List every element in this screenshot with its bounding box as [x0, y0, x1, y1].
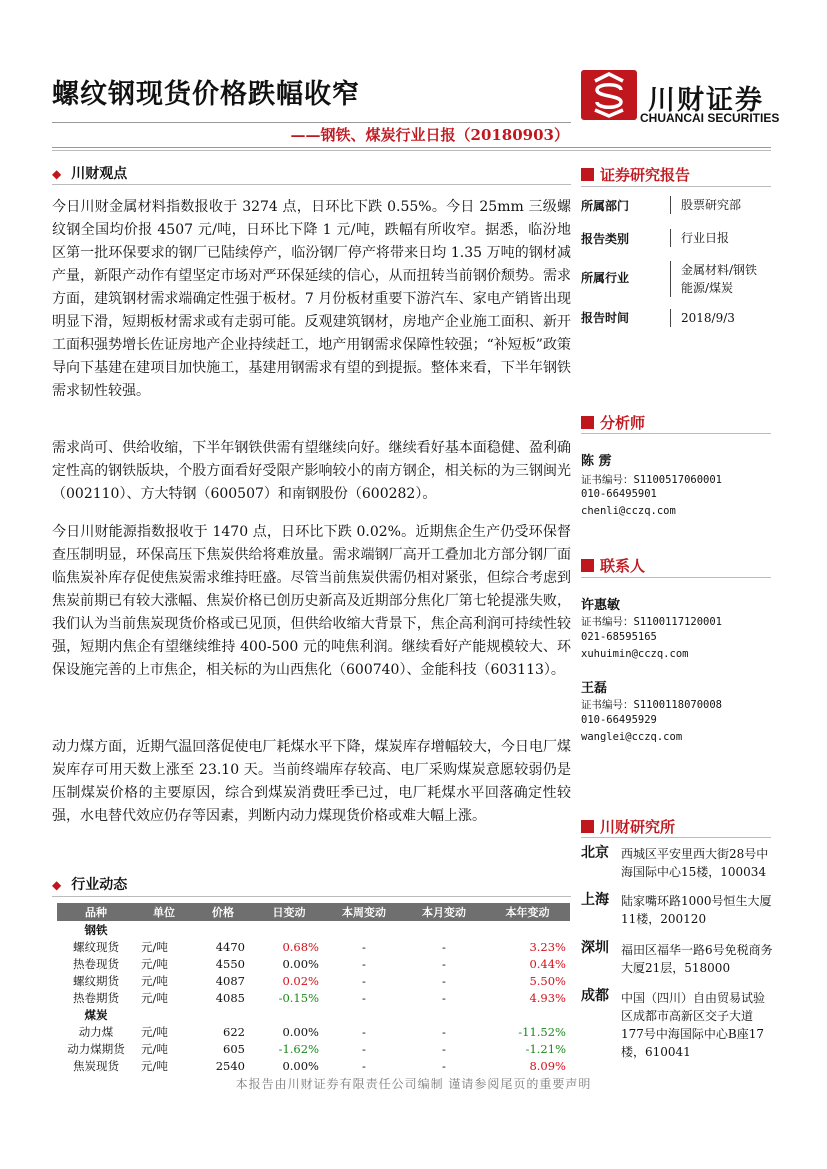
address-shanghai: 陆家嘴环路1000号恒生大厦11楼，200120: [621, 894, 772, 926]
cell-unit: 元/吨: [141, 1058, 168, 1073]
column-header: 本月变动: [403, 903, 485, 921]
cell-unit: 元/吨: [141, 956, 168, 971]
sidebar-heading-report: 证券研究报告: [581, 164, 690, 185]
cell-price: 605: [223, 1041, 245, 1056]
paragraph-thermal-coal: 动力煤方面，近期气温回落促使电厂耗煤水平下降，煤炭库存增幅较大，今日电厂煤炭库存可用天数上涨至 23.10 天。当前终端库存较高、电厂采购煤炭意愿较弱仍是压制煤炭价格的主要原因，综合到煤炭消费旺季已过，电厂耗煤水平回落确定性较强，水电替代效应仍存等因素，判断内动力煤现货价格或难大幅上涨。: [52, 739, 571, 824]
cell-week-change: -: [362, 1041, 366, 1056]
cell-name: 螺纹现货: [73, 939, 119, 954]
sidebar-heading-analyst: 分析师: [581, 412, 645, 433]
cell-week-change: -: [362, 1024, 366, 1039]
diamond-bullet-icon: ◆: [52, 878, 62, 892]
cell-day-change: 0.68%: [282, 939, 319, 954]
cell-year-change: -11.52%: [518, 1024, 566, 1039]
table-row: [57, 1023, 570, 1040]
contact1-cert: 证书编号：S1100117120001: [581, 616, 723, 628]
column-header: 本年变动: [485, 903, 570, 921]
cell-unit: 元/吨: [141, 1041, 168, 1056]
city-beijing: 北京: [581, 845, 609, 861]
section-divider: [52, 184, 571, 185]
header-rule-secondary: [52, 150, 771, 151]
analyst-email[interactable]: chenli@cczq.com: [581, 505, 676, 517]
dept-label: 所属部门: [581, 199, 630, 213]
company-name-en: CHUANCAI SECURITIES: [640, 111, 780, 125]
cell-year-change: 8.09%: [529, 1058, 566, 1073]
cell-price: 2540: [215, 1058, 245, 1073]
cell-month-change: -: [442, 973, 446, 988]
sidebar-heading-contact: 联系人: [581, 555, 645, 576]
section-heading-view: ◆ 川财观点: [52, 166, 128, 182]
cell-month-change: -: [442, 1024, 446, 1039]
cell-week-change: -: [362, 1058, 366, 1073]
group-row-steel: 钢铁: [84, 922, 108, 937]
column-header: 价格: [193, 903, 253, 921]
table-row: [57, 938, 570, 955]
contact1-name: 许惠敏: [581, 598, 621, 613]
cell-day-change: -0.15%: [278, 990, 319, 1005]
table-row: [57, 989, 570, 1006]
analyst-phone: 010-66495901: [581, 488, 657, 500]
city-shenzhen: 深圳: [581, 940, 609, 956]
header-divider: [52, 122, 571, 123]
contact2-name: 王磊: [581, 681, 608, 696]
time-value: 2018/9/3: [670, 309, 735, 327]
cell-name: 动力煤: [78, 1024, 114, 1039]
industry-label: 所属行业: [581, 271, 630, 285]
paragraph-steel-outlook: 需求尚可、供给收缩，下半年钢铁供需有望继续向好。继续看好基本面稳健、盈利确定性高的钢铁版块，个股方面看好受限产影响较小的南方钢企，相关标的为三钢闽光（002110）、方大特钢（600507）和南钢股份（600282）。: [52, 440, 571, 502]
dept-value: 股票研究部: [670, 196, 741, 214]
sidebar-divider: [581, 837, 771, 838]
cell-month-change: -: [442, 1058, 446, 1073]
type-label: 报告类别: [581, 232, 630, 246]
type-value: 行业日报: [670, 229, 729, 247]
cell-day-change: 0.02%: [282, 973, 319, 988]
analyst-name: 陈 雳: [581, 454, 612, 469]
cell-day-change: 0.00%: [282, 1024, 319, 1039]
company-name-cn: 川财证券: [648, 85, 764, 116]
header-rule: [52, 147, 771, 148]
cell-price: 4085: [215, 990, 245, 1005]
cell-week-change: -: [362, 939, 366, 954]
report-subtitle: ——钢铁、煤炭行业日报（20180903）: [290, 126, 569, 144]
contact2-cert: 证书编号：S1100118070008: [581, 699, 723, 711]
cell-price: 4087: [215, 973, 245, 988]
cell-month-change: -: [442, 1041, 446, 1056]
cell-year-change: 5.50%: [529, 973, 566, 988]
cell-name: 螺纹期货: [73, 973, 119, 988]
column-header: 品种: [57, 903, 135, 921]
table-row: [57, 972, 570, 989]
diamond-bullet-icon: ◆: [52, 167, 62, 181]
cell-year-change: 0.44%: [529, 956, 566, 971]
cell-price: 4470: [215, 939, 245, 954]
cell-price: 4550: [215, 956, 245, 971]
market-table: [57, 903, 570, 1074]
analyst-cert: 证书编号：S1100517060001: [581, 474, 723, 486]
cell-price: 622: [223, 1024, 245, 1039]
cell-name: 热卷现货: [73, 956, 119, 971]
report-title: 螺纹钢现货价格跌幅收窄: [52, 79, 360, 110]
city-shanghai: 上海: [581, 892, 609, 908]
industry-value: 金属材料/钢铁 能源/煤炭: [670, 261, 757, 297]
cell-unit: 元/吨: [141, 990, 168, 1005]
table-row: [57, 1040, 570, 1057]
red-square-icon: [581, 820, 594, 833]
column-header: 日变动: [253, 903, 325, 921]
cell-unit: 元/吨: [141, 973, 168, 988]
address-shenzhen: 福田区福华一路6号免税商务大厦21层，518000: [621, 943, 773, 975]
paragraph-steel: 今日川财金属材料指数报收于 3274 点，日环比下跌 0.55%。今日 25mm 三级螺纹钢全国均价报 4507 元/吨，日环比下降 1 元/吨，跌幅有所收窄。据悉，临汾地区第一批环保要求的钢厂已陆续停产，临汾钢厂停产将带来日均 1.35 万吨的钢材减产量，新限产动作有望坚定市场对严环保延续的信心，从而扭转当前钢价颓势。需求方面，建筑钢材需求端确定性强于板材。7 月份板材重要下游汽车、家电产销皆出现明显下滑，短期板材需求或有走弱可能。反观建筑钢材，房地产企业施工面积、新开工面积强势增长佐证房地产企业持续赶工，地产用钢需求保障性较强；“补短板”政策导向下基建在建项目加快施工，基建用钢需求有望的到提振。整体来看，下半年钢铁需求韧性较强。: [52, 199, 571, 399]
cell-unit: 元/吨: [141, 1024, 168, 1039]
cell-month-change: -: [442, 956, 446, 971]
group-row-coal: 煤炭: [84, 1007, 108, 1022]
cell-name: 动力煤期货: [67, 1041, 125, 1056]
company-logo-icon: [581, 70, 637, 120]
contact1-email[interactable]: xuhuimin@cczq.com: [581, 648, 689, 660]
table-row: [57, 955, 570, 972]
sidebar-divider: [581, 433, 771, 434]
cell-day-change: 0.00%: [282, 956, 319, 971]
column-header: 本周变动: [325, 903, 403, 921]
contact2-phone: 010-66495929: [581, 714, 657, 726]
city-chengdu: 成都: [581, 988, 609, 1004]
cell-month-change: -: [442, 939, 446, 954]
cell-year-change: -1.21%: [525, 1041, 566, 1056]
paragraph-coke: 今日川财能源指数报收于 1470 点，日环比下跌 0.02%。近期焦企生产仍受环保督查压制明显，环保高压下焦炭供给将难放量。需求端钢厂高开工叠加北方部分钢厂面临焦炭补库存促使焦炭需求维持旺盛。尽管当前焦炭供需仍相对紧张，但综合考虑到焦炭前期已有较大涨幅、焦炭价格已创历史新高及近期部分焦化厂第七轮提涨失败，我们认为当前焦炭现货价格或已见顶，但供给收缩大背景下，焦企高利润可持续性较强，短期内焦企有望继续维持 400-500 元的吨焦利润。继续看好产能规模较大、环保设施完善的上市焦企，相关标的为山西焦化（600740）、金能科技（603113）。: [52, 524, 571, 678]
cell-week-change: -: [362, 990, 366, 1005]
cell-year-change: 3.23%: [529, 939, 566, 954]
cell-day-change: 0.00%: [282, 1058, 319, 1073]
sidebar-heading-institute: 川财研究所: [581, 816, 675, 837]
cell-week-change: -: [362, 973, 366, 988]
section-heading-industry: ◆ 行业动态: [52, 877, 128, 893]
section-divider: [52, 896, 571, 897]
sidebar-divider: [581, 577, 771, 578]
cell-year-change: 4.93%: [529, 990, 566, 1005]
red-square-icon: [581, 416, 594, 429]
cell-day-change: -1.62%: [278, 1041, 319, 1056]
cell-name: 焦炭现货: [73, 1058, 119, 1073]
table-row: [57, 1057, 570, 1074]
table-header-row: [57, 903, 570, 921]
footer-disclaimer: 本报告由川财证券有限责任公司编制 谨请参阅尾页的重要声明: [235, 1077, 592, 1091]
sidebar-divider: [581, 186, 771, 187]
cell-unit: 元/吨: [141, 939, 168, 954]
cell-name: 热卷期货: [73, 990, 119, 1005]
column-header: 单位: [135, 903, 193, 921]
time-label: 报告时间: [581, 311, 630, 325]
address-beijing: 西城区平安里西大街28号中海国际中心15楼，100034: [621, 847, 769, 879]
contact2-email[interactable]: wanglei@cczq.com: [581, 731, 683, 743]
contact1-phone: 021-68595165: [581, 631, 657, 643]
address-chengdu: 中国（四川）自由贸易试验区成都市高新区交子大道177号中海国际中心B座17楼，610041: [621, 991, 766, 1059]
cell-month-change: -: [442, 990, 446, 1005]
cell-week-change: -: [362, 956, 366, 971]
red-square-icon: [581, 168, 594, 181]
red-square-icon: [581, 559, 594, 572]
